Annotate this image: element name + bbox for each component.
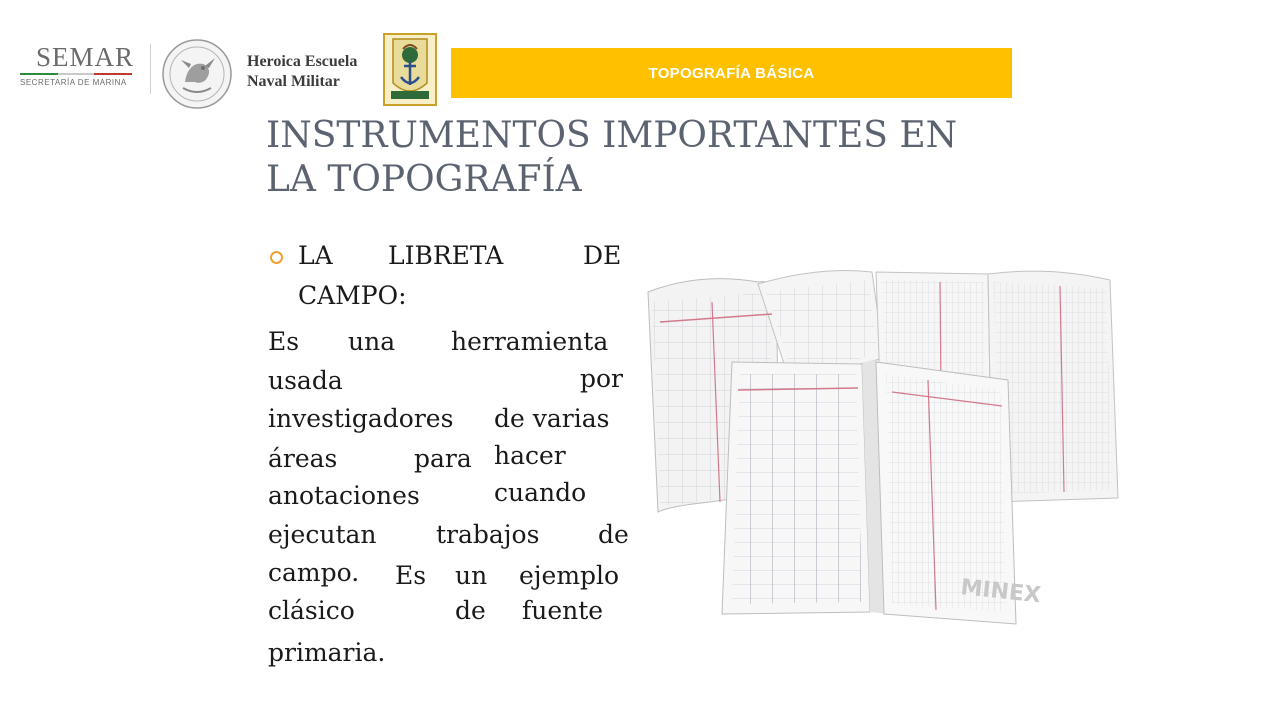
field-notebooks-image bbox=[640, 262, 1126, 632]
body-word: un bbox=[455, 561, 488, 590]
body-word: usada bbox=[268, 366, 343, 395]
bullet-word: LIBRETA bbox=[388, 241, 504, 270]
body-word: trabajos bbox=[436, 520, 540, 549]
body-word: una bbox=[348, 327, 396, 356]
semar-logo bbox=[20, 42, 140, 92]
body-word: cuando bbox=[494, 478, 587, 507]
body-word: investigadores bbox=[268, 404, 454, 433]
semar-tricolor-rule bbox=[20, 73, 132, 75]
body-word: campo. bbox=[268, 558, 360, 587]
body-word: de varias bbox=[494, 404, 610, 433]
naval-school-crest-icon bbox=[383, 33, 437, 106]
body-word: áreas bbox=[268, 444, 338, 473]
body-word: herramienta bbox=[451, 327, 609, 356]
school-name-line-2: Naval Militar bbox=[247, 73, 340, 90]
school-name bbox=[247, 52, 357, 92]
school-name-line-1: Heroica Escuela bbox=[247, 53, 358, 70]
slide-title bbox=[266, 114, 1026, 202]
mexican-eagle-seal-icon bbox=[161, 38, 233, 110]
notebook-brand: MINEX bbox=[959, 575, 1043, 609]
body-word: primaria. bbox=[268, 638, 386, 667]
body-word: ejecutan bbox=[268, 520, 377, 549]
body-word: de bbox=[598, 520, 629, 549]
body-word: ejemplo bbox=[519, 561, 620, 590]
body-word: de bbox=[455, 596, 486, 625]
bullet-word: DE bbox=[583, 241, 622, 270]
body-word: fuente bbox=[522, 596, 604, 625]
body-word: clásico bbox=[268, 596, 355, 625]
body-word: hacer bbox=[494, 441, 566, 470]
body-word: para bbox=[414, 444, 472, 473]
slide-title-line-1: INSTRUMENTOS IMPORTANTES EN bbox=[266, 115, 958, 156]
bullet-word: LA bbox=[298, 241, 333, 270]
body-word: Es bbox=[268, 327, 300, 356]
body-word: anotaciones bbox=[268, 481, 420, 510]
bullet-marker bbox=[270, 251, 283, 264]
bullet-word: CAMPO: bbox=[298, 281, 407, 310]
course-banner: TOPOGRAFÍA BÁSICA bbox=[451, 48, 1012, 98]
semar-subtitle: SECRETARÍA DE MARINA bbox=[20, 78, 127, 87]
body-word: Es bbox=[395, 561, 427, 590]
slide-title-line-2: LA TOPOGRAFÍA bbox=[266, 159, 582, 200]
body-word: por bbox=[580, 364, 624, 393]
logo-divider bbox=[150, 44, 151, 94]
semar-wordmark: SEMAR bbox=[36, 42, 135, 72]
